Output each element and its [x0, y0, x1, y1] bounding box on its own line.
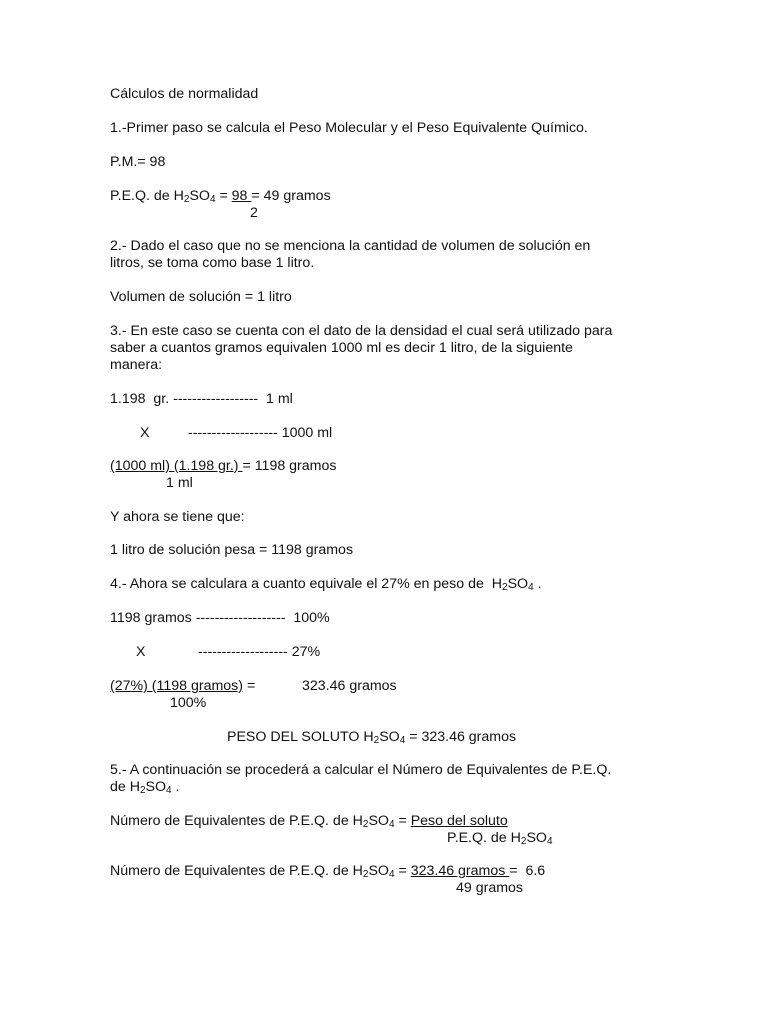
step4-text: 4.- Ahora se calculara a cuanto equivale el 27% en peso de $H_2SO_4$ . — [110, 576, 542, 593]
peq-equation: P.E.Q. de $H_2SO_4 = 98 = 49$ gramos — [110, 188, 331, 205]
document-title: Cálculos de normalidad — [110, 86, 259, 102]
rule-of-three-1-x: X — [140, 425, 150, 441]
step3-line2: saber a cuantos gramos equivalen 1000 ml es decir 1 litro, de la siguiente — [110, 340, 573, 356]
equivalents-formula-denominator: P.E.Q. de $H_2SO_4$ — [447, 830, 553, 847]
liter-weight: 1 litro de solución pesa = 1198 gramos — [110, 542, 354, 558]
y-ahora-text: Y ahora se tiene que: — [110, 509, 245, 525]
solution-volume: Volumen de solución = 1 litro — [110, 289, 292, 305]
equivalents-result-numerator: 323.46 gramos — [410, 863, 510, 879]
peq-denominator: 2 — [250, 205, 258, 221]
step5-line1: 5.- A continuación se procederá a calcular el Número de Equivalentes de P.E.Q. — [110, 762, 612, 778]
molecular-weight: P.M.= 98 — [110, 154, 166, 170]
equivalents-formula-numerator: Peso del soluto — [410, 813, 508, 829]
rule-of-three-2-x: X — [136, 644, 146, 660]
equivalents-result-denominator: 49 gramos — [456, 880, 524, 896]
calc1-numerator: (1000 ml) (1.198 gr.) — [110, 458, 243, 474]
calc1-equation: (1000 ml) (1.198 gr.) = 1198 gramos — [110, 458, 337, 474]
calc2-denominator: 100% — [170, 695, 207, 711]
rule-of-three-1-line2: ------------------- 1000 ml — [188, 425, 333, 441]
calc2-numerator: (27%) (1198 gramos) — [110, 678, 243, 694]
step2-line1: 2.- Dado el caso que no se menciona la cantidad de volumen de solución en — [110, 238, 591, 254]
rule-of-three-1-line1: 1.198 gr. ------------------ 1 ml — [110, 391, 293, 407]
step1-text: 1.-Primer paso se calcula el Peso Molecular y el Peso Equivalente Químico. — [110, 120, 588, 136]
rule-of-three-2-line1: 1198 gramos ------------------- 100% — [110, 610, 330, 626]
calc2-result: 323.46 gramos — [302, 678, 397, 694]
equivalents-result: Número de Equivalentes de P.E.Q. de $H_2SO_4 = 323.46$ gramos = 6.6 — [110, 863, 546, 880]
solute-weight: PESO DEL SOLUTO $H_2SO_4 = 323.46$ gramos — [227, 729, 517, 746]
step3-line3: manera: — [110, 357, 163, 373]
step3-line1: 3.- En este caso se cuenta con el dato de la densidad el cual será utilizado para — [110, 323, 613, 339]
calc1-denominator: 1 ml — [166, 475, 193, 491]
calc2-equation: (27%) (1198 gramos) = — [110, 678, 256, 694]
equivalents-formula: Número de Equivalentes de P.E.Q. de $H_2SO_4$ = Peso del soluto — [110, 813, 508, 830]
rule-of-three-2-line2: ------------------- 27% — [198, 644, 321, 660]
peq-numerator: 98 — [231, 188, 252, 204]
step5-line2: de $H_2SO_4$ . — [110, 779, 180, 796]
step2-line2: litros, se toma como base 1 litro. — [110, 255, 315, 271]
